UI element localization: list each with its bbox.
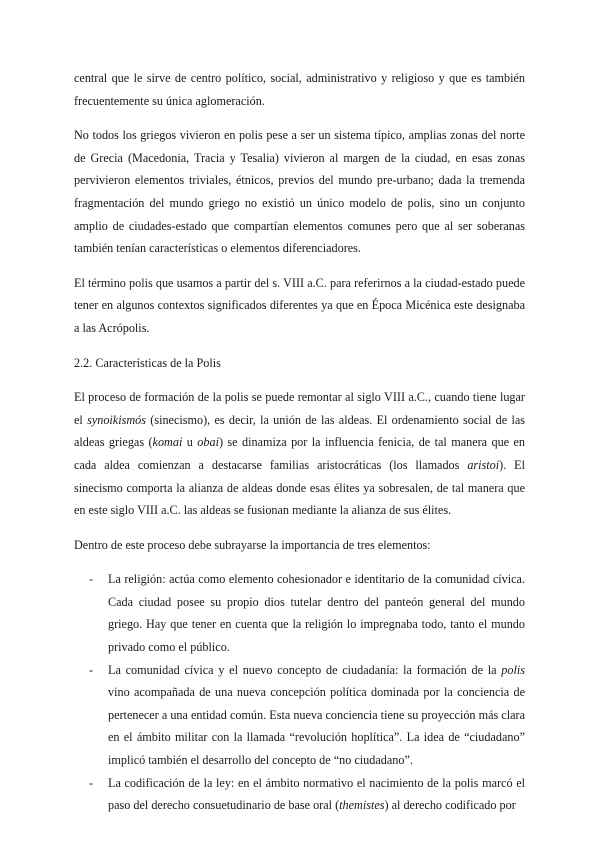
- paragraph-5: Dentro de este proceso debe subrayarse la importancia de tres elementos:: [74, 537, 431, 552]
- section-heading: 2.2. Características de la Polis: [74, 355, 221, 370]
- p4-text-3: u: [182, 435, 198, 450]
- p4-italic-obai: obai: [197, 435, 219, 450]
- elements-list: [74, 568, 525, 817]
- b2-text-2: vino acompañada de una nueva concepción política dominada por la conciencia de pertenecer a una entidad común. Esta nueva conciencia tiene su proyección más clara en el ámbito militar con la llamada “revolución hoplítica”. La idea de “ciudadano” implicó también el desarrollo del concepto de “no ciudadano”.: [108, 685, 525, 768]
- b2-text-1: La comunidad cívica y el nuevo concepto de ciudadanía: la formación de la: [108, 662, 502, 677]
- b3-italic-themistes: themistes: [339, 798, 385, 813]
- list-item-ciudadania: [74, 659, 525, 772]
- p4-italic-synoikismos: synoikismós: [87, 412, 146, 427]
- p4-text-5: ). El sinecismo comporta la alianza de aldeas donde esas élites ya sobresalen, de tal manera que en este siglo VIII a.C. las aldeas se fusionan mediante la alianza de sus élites.: [74, 457, 526, 518]
- bullet-dash: -: [89, 662, 94, 677]
- p4-text-1: El proceso de formación de la polis se puede remontar al siglo VIII a.C., cuando tiene lugar el: [74, 390, 525, 427]
- p4-text-4: ) se dinamiza por la influencia fenicia, de tal manera que en cada aldea comienzan a destacarse familias aristocráticas (los llamados: [74, 435, 526, 472]
- b3-text-1: La codificación de la ley: en el ámbito normativo el nacimiento de la polis marcó el paso del derecho consuetudinario de base oral (: [108, 775, 525, 813]
- paragraph-4: [74, 386, 525, 522]
- list-item-text: La religión: actúa como elemento cohesionador e identitario de la comunidad cívica. Cada ciudad posee su propio dios tutelar dentro del panteón general del mundo griego. Hay que tener en cuenta que la religión lo impregnaba todo, tanto el mundo privado como el público.: [108, 572, 525, 655]
- b3-text-2: ) al derecho codificado por: [384, 798, 516, 813]
- paragraph-2: No todos los griegos vivieron en polis pese a ser un sistema típico, amplias zonas del norte de Grecia (Macedonia, Tracia y Tesalia) vivieron al margen de la ciudad, en esas zonas pervivieron elementos triviales, étnicos, previos del mundo pre-urbano; dada la tremenda fragmentación del mundo griego no existió un único modelo de polis, sino un conjunto amplio de ciudades-estado que compartían elementos comunes pero que al ser soberanas también tenían características o elementos diferenciadores.: [74, 128, 525, 256]
- b2-italic-polis: polis: [501, 662, 525, 677]
- bullet-dash: -: [89, 572, 94, 587]
- list-item-ley: [74, 772, 525, 817]
- p4-italic-komai: komai: [152, 435, 183, 450]
- paragraph-1: central que le sirve de centro político, social, administrativo y religioso y que es también frecuentemente su única aglomeración.: [74, 71, 525, 108]
- paragraph-3: El término polis que usamos a partir del s. VIII a.C. para referirnos a la ciudad-estado puede tener en algunos contextos significados diferentes ya que en Época Micénica este designaba a las Acrópolis.: [74, 275, 525, 335]
- p4-text-2: (sinecismo), es decir, la unión de las aldeas. El ordenamiento social de las aldeas griegas (: [74, 412, 525, 450]
- bullet-dash: -: [89, 775, 94, 790]
- list-item-religion: [74, 568, 525, 658]
- p4-italic-aristoi: aristoi: [467, 457, 500, 472]
